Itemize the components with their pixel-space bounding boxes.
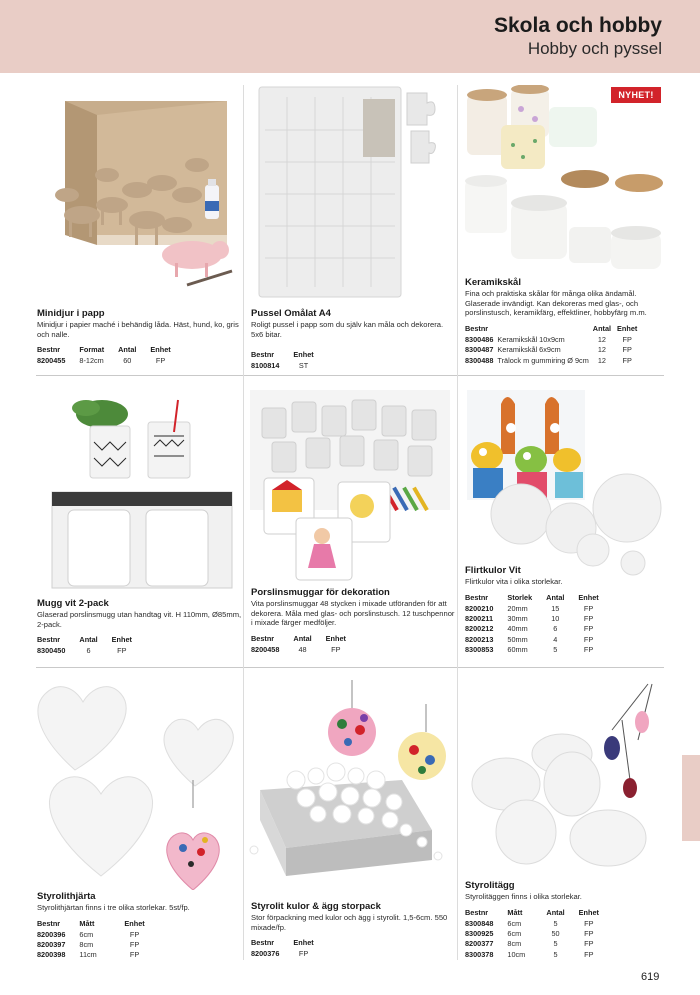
product-description: Styrolithjärtan finns i tre olika storlekar. 5st/fp. — [37, 903, 190, 912]
table-cell: FP — [584, 949, 594, 959]
product-description: Glaserad porslinsmugg utan handtag vit. H 110mm, Ø85mm, 2-pack. — [37, 610, 242, 629]
product-name: Porslinsmuggar för dekoration — [251, 587, 390, 598]
table-cell: 8300378 — [465, 949, 494, 959]
table-header-row — [251, 634, 360, 645]
table-cell: FP — [583, 603, 594, 613]
table-header-row — [251, 938, 328, 949]
table-cell: 8200377 — [465, 939, 494, 949]
product-mugg — [37, 598, 242, 657]
table-cell: 8100814 — [251, 361, 280, 371]
table-cell: FP — [584, 918, 594, 928]
table-row — [37, 930, 159, 940]
product-name: Styrolithjärta — [37, 891, 96, 902]
table-header: Antal — [546, 592, 565, 602]
product-description: Roligt pussel i papp som du själv kan måla och dekorera. 5x6 bitar. — [251, 320, 444, 339]
table-cell: FP — [129, 929, 140, 939]
table-cell: FP — [298, 949, 309, 959]
table-cell: 8cm — [79, 940, 94, 949]
table-cell: 12 — [597, 345, 606, 355]
product-table — [251, 350, 328, 371]
table-cell: 8200455 — [37, 356, 66, 366]
table-cell: 8200396 — [37, 929, 66, 939]
product-description: Flirtkulor vita i olika storlekar. — [465, 577, 563, 586]
table-cell: 11cm — [79, 950, 97, 960]
product-porslin — [251, 587, 456, 655]
page-title: Skola och hobby — [493, 14, 662, 37]
table-header: Antal — [118, 345, 137, 355]
table-row — [37, 646, 146, 656]
table-row — [465, 614, 613, 624]
table-cell: FP — [584, 939, 594, 949]
side-tab — [682, 755, 700, 841]
row-divider — [36, 375, 664, 376]
product-hjarta — [37, 891, 242, 961]
table-cell: 8300848 — [465, 918, 494, 928]
row-divider — [36, 667, 664, 668]
table-header-row — [37, 345, 185, 356]
table-cell: 40mm — [507, 624, 528, 634]
product-name: Mugg vit 2-pack — [37, 598, 109, 609]
table-row — [251, 361, 328, 371]
table-row — [37, 940, 159, 950]
table-cell: FP — [583, 645, 594, 655]
table-cell: 8300450 — [37, 646, 66, 656]
table-header-row — [465, 908, 613, 919]
product-table — [37, 635, 146, 656]
table-cell: 6 — [553, 624, 558, 634]
table-header: Format — [79, 345, 105, 355]
page-subtitle: Hobby och pyssel — [527, 39, 662, 58]
table-cell: FP — [584, 929, 594, 938]
table-cell: FP — [129, 940, 140, 949]
product-description: Styrolitäggen finns i olika storlekar. — [465, 892, 582, 901]
table-cell: 10cm — [507, 949, 526, 959]
hjarta-image — [35, 680, 240, 890]
product-description: Stor förpackning med kulor och ägg i styrolit. 1,5-6cm. 550 mixade/fp. — [251, 913, 448, 932]
table-cell: FP — [622, 334, 632, 344]
product-kulorpack — [251, 901, 456, 960]
table-cell: FP — [117, 646, 127, 656]
page-header — [0, 0, 700, 73]
table-cell: 6cm — [507, 929, 522, 938]
table-cell: FP — [155, 356, 166, 366]
kulorpack-image — [246, 680, 451, 880]
table-header: Enhet — [578, 907, 599, 917]
table-row — [465, 624, 613, 634]
table-cell: 12 — [597, 334, 606, 344]
column-divider — [457, 85, 458, 960]
table-cell: 6 — [86, 646, 91, 656]
table-cell: 8-12cm — [79, 356, 104, 366]
table-row — [465, 939, 613, 949]
table-header — [497, 324, 592, 335]
product-flirtkulor — [465, 565, 670, 656]
product-name: Pussel Omålat A4 — [251, 308, 331, 319]
minidjur-image — [37, 95, 237, 305]
table-header: Antal — [79, 635, 98, 645]
table-cell: FP — [622, 355, 632, 365]
table-row — [465, 919, 613, 929]
table-cell: ST — [298, 361, 309, 371]
table-header-row — [37, 635, 146, 646]
table-row — [465, 356, 637, 366]
agg-image — [462, 680, 662, 875]
table-cell: 4 — [553, 634, 558, 644]
table-row — [465, 335, 637, 345]
table-cell: 5 — [553, 949, 558, 959]
table-header: Bestnr — [465, 907, 489, 917]
table-cell: FP — [331, 644, 341, 654]
table-header: Bestnr — [465, 323, 489, 333]
table-cell: FP — [622, 345, 632, 355]
table-cell: 8300488 — [465, 355, 494, 365]
table-cell: FP — [583, 614, 594, 623]
table-cell: Keramikskål 6x9cm — [497, 345, 561, 355]
table-header: Antal — [546, 907, 565, 917]
product-name: Keramikskål — [465, 277, 521, 288]
table-header: Bestnr — [37, 345, 61, 355]
table-header: Enhet — [124, 918, 145, 928]
product-name: Flirtkulor Vit — [465, 565, 521, 576]
keramik-image — [461, 85, 666, 275]
table-cell: 6cm — [507, 918, 522, 928]
table-header: Bestnr — [37, 635, 61, 645]
table-header: Bestnr — [251, 350, 275, 360]
product-table — [465, 324, 637, 366]
table-row — [465, 604, 613, 614]
table-cell: 6cm — [79, 929, 94, 939]
table-header: Enhet — [293, 938, 314, 948]
table-cell: 48 — [298, 644, 307, 654]
table-cell: 5 — [553, 645, 558, 655]
table-cell: Trälock m gummiring Ø 9cm — [497, 355, 589, 365]
table-header: Bestnr — [37, 918, 61, 928]
table-header-row — [251, 350, 328, 361]
product-pussel — [251, 308, 456, 372]
product-table — [251, 634, 360, 655]
product-table — [37, 919, 159, 961]
table-row — [465, 635, 613, 645]
table-cell: FP — [129, 950, 140, 960]
table-cell: 50mm — [507, 634, 528, 644]
table-header: Enhet — [150, 345, 171, 355]
table-header-row — [465, 593, 613, 604]
table-cell: 12 — [597, 355, 606, 365]
table-header: Antal — [592, 323, 612, 333]
table-header: Enhet — [111, 635, 132, 645]
column-divider — [243, 85, 244, 960]
table-cell: 60 — [123, 356, 132, 366]
table-row — [465, 345, 637, 355]
pussel-image — [255, 85, 445, 300]
product-minidjur — [37, 308, 242, 367]
table-cell: FP — [583, 624, 594, 634]
table-cell: 8300486 — [465, 334, 494, 344]
table-row — [37, 950, 159, 960]
table-cell: 30mm — [507, 614, 528, 623]
table-row — [251, 645, 360, 655]
product-table — [465, 593, 613, 656]
table-header: Storlek — [507, 592, 533, 602]
table-row — [37, 356, 185, 366]
table-cell: 8200458 — [251, 644, 280, 654]
table-row — [465, 950, 613, 960]
product-table — [465, 908, 613, 961]
table-cell: 8300487 — [465, 345, 494, 355]
table-header: Enhet — [578, 592, 599, 602]
table-cell: 20mm — [507, 603, 528, 613]
table-header: Mått — [79, 918, 95, 928]
table-cell: 15 — [551, 603, 560, 613]
table-header: Bestnr — [465, 592, 489, 602]
table-header: Enhet — [617, 323, 638, 333]
table-cell: 50 — [551, 929, 560, 938]
product-table — [251, 938, 328, 959]
table-header-row — [465, 324, 637, 335]
table-cell: Keramikskål 10x9cm — [497, 334, 565, 344]
product-name: Styrolitägg — [465, 880, 515, 891]
table-cell: 5 — [553, 918, 558, 928]
table-cell: 8200210 — [465, 603, 494, 613]
table-cell: 8200397 — [37, 940, 66, 949]
table-cell: FP — [583, 634, 594, 644]
table-cell: 8200212 — [465, 624, 494, 634]
table-cell: 60mm — [507, 645, 528, 655]
table-cell: 8200398 — [37, 950, 66, 960]
porslin-image — [250, 390, 450, 582]
table-row — [465, 929, 613, 939]
product-description: Fina och praktiska skålar för många olika ändamål. Glaserade invändigt. Kan dekoreras med glas-, och porslinstusch, keramikfärg, effektliner, hobbyfärg m.m. — [465, 289, 647, 318]
product-name: Styrolit kulor & ägg storpack — [251, 901, 381, 912]
table-row — [465, 645, 613, 655]
table-cell: 8200211 — [465, 614, 494, 623]
table-header: Bestnr — [251, 938, 275, 948]
table-cell: 8cm — [507, 939, 522, 949]
product-keramik — [465, 277, 665, 366]
flirtkulor-image — [463, 388, 663, 583]
table-cell: 8300853 — [465, 645, 494, 655]
mugg-image — [50, 392, 235, 592]
table-cell: 8200213 — [465, 634, 494, 644]
table-header-row — [37, 919, 159, 930]
product-name: Minidjur i papp — [37, 308, 105, 319]
product-description: Vita porslinsmuggar 48 stycken i mixade utföranden för att dekorera. Måla med glas- och porslinstusch. 12 tuschpennor i mixade färger medföljer. — [251, 599, 455, 628]
table-header: Antal — [293, 633, 312, 643]
table-row — [251, 949, 328, 959]
product-description: Minidjur i papier maché i behändig låda. Häst, hund, ko, gris och nalle. — [37, 320, 239, 339]
table-cell: 8200376 — [251, 949, 280, 959]
table-cell: 8300925 — [465, 929, 494, 938]
table-header: Enhet — [325, 633, 346, 643]
table-header: Mått — [507, 907, 523, 917]
table-cell: 10 — [551, 614, 560, 623]
table-header: Bestnr — [251, 633, 275, 643]
page-number: 619 — [641, 971, 660, 983]
new-badge: NYHET! — [611, 87, 661, 103]
product-table — [37, 345, 185, 366]
table-cell: 5 — [553, 939, 558, 949]
table-header: Enhet — [293, 350, 314, 360]
product-agg — [465, 880, 670, 960]
